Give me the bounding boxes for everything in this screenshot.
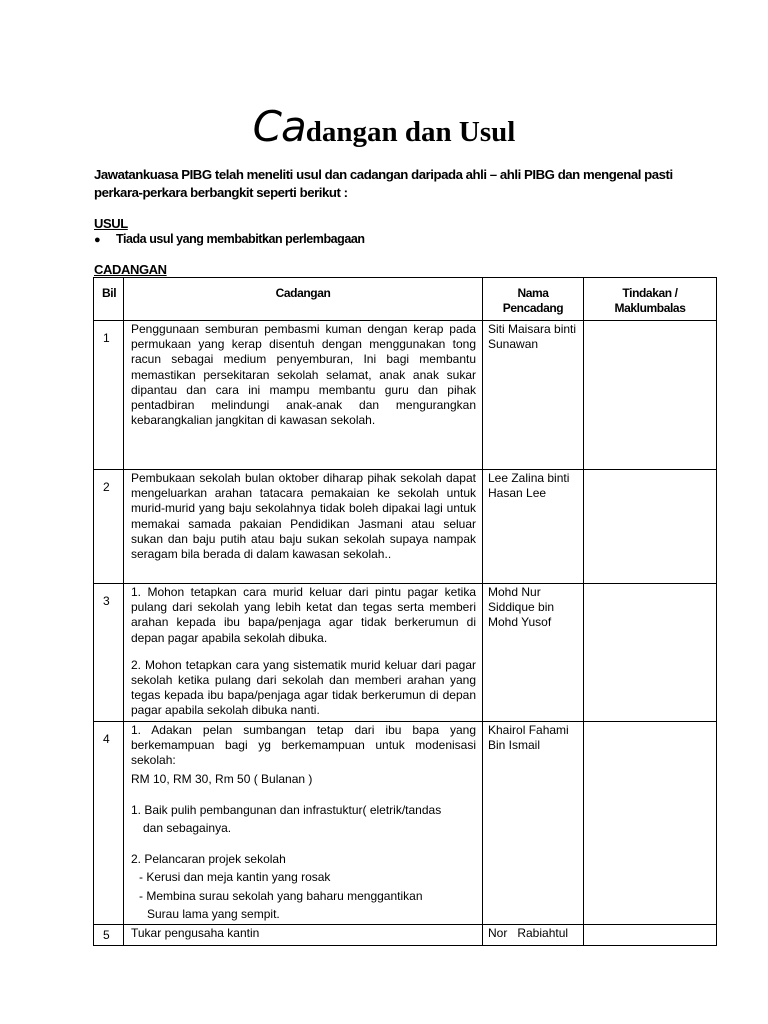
page-title [0, 102, 768, 151]
cadangan-heading: CADANGAN [94, 262, 167, 277]
table-row [94, 722, 717, 925]
header-nama: Nama Pencadang [483, 278, 584, 321]
row-nama: Khairol Fahami Bin Ismail [483, 722, 584, 925]
table-row [94, 470, 717, 584]
table-row [94, 925, 717, 946]
table-row [94, 321, 717, 470]
header-cadangan: Cadangan [124, 278, 483, 321]
row-cadangan: Tukar pengusaha kantin [124, 925, 483, 946]
row-cadangan: Pembukaan sekolah bulan oktober diharap pihak sekolah dapat mengeluarkan arahan tatacara pemakaian ke sekolah untuk murid-murid yang baju sekolahnya tidak boleh dipakai lagi untuk memakai samada pakaian Pendidikan Jasmani atau seluar sukan dan baju putih atau baju sukan sekolah supaya nampak seragam bila berada di dalam kawasan sekolah.. [124, 470, 483, 584]
usul-item [94, 232, 365, 246]
row-tindakan [584, 722, 717, 925]
row-number: 5 [94, 925, 124, 946]
header-tindakan: Tindakan / Maklumbalas [584, 278, 717, 321]
title-first: Ca [252, 102, 306, 151]
header-bil: Bil [94, 278, 124, 321]
row-number: 3 [94, 584, 124, 722]
row-cadangan: 1. Mohon tetapkan cara murid keluar dari pintu pagar ketika pulang dari sekolah yang lebih ketat dan tegas serta memberi arahan kepada ibu bapa/penjaga agar tidak berkerumun di depan pagar apabila sekolah dibuka. 2. Mohon tetapkan cara yang sistematik murid keluar dari pagar sekolah ketika pulang dari sekolah dan memberi arahan yang tegas kepada ibu bapa/penjaga agar tidak berkerumun di depan pagar apabila sekolah dibuka nanti. [124, 584, 483, 722]
usul-item-text: Tiada usul yang membabitkan perlembagaan [116, 232, 365, 246]
row-tindakan [584, 584, 717, 722]
cadangan-table [93, 277, 717, 946]
row-cadangan: Penggunaan semburan pembasmi kuman dengan kerap pada permukaan yang kerap disentuh dengan menggunakan tong racun sebagai medium penyemburan, Ini bagi membantu memastikan persekitaran sekolah selamat, anak anak sukar dipantau dan cara ini mampu membantu guru dan pihak pentadbiran melindungi anak-anak dan mengurangkan kebarangkalian jangkitan di kawasan sekolah. [124, 321, 483, 470]
table-row [94, 584, 717, 722]
row-nama: Mohd Nur Siddique bin Mohd Yusof [483, 584, 584, 722]
row-number: 4 [94, 722, 124, 925]
row-number: 2 [94, 470, 124, 584]
table-header-row [94, 278, 717, 321]
row-tindakan [584, 470, 717, 584]
intro-paragraph: Jawatankuasa PIBG telah meneliti usul dan cadangan daripada ahli – ahli PIBG dan mengenal pasti perkara-perkara berbangkit seperti berikut : [94, 167, 673, 200]
title-rest: dangan dan Usul [305, 116, 516, 148]
row-nama: Lee Zalina binti Hasan Lee [483, 470, 584, 584]
bullet-icon: ● [94, 234, 101, 246]
row-tindakan [584, 925, 717, 946]
row-number: 1 [94, 321, 124, 470]
row-nama: Siti Maisara binti Sunawan [483, 321, 584, 470]
row-nama: Nor Rabiahtul [483, 925, 584, 946]
row-cadangan: 1. Adakan pelan sumbangan tetap dari ibu bapa yang berkemampuan bagi yg berkemampuan untuk modenisasi sekolah: RM 10, RM 30, Rm 50 ( Bulanan ) 1. Baik pulih pembangunan dan infrastuktur( eletrik/tandas dan sebagainya. 2. Pelancaran projek sekolah - Kerusi dan meja kantin yang rosak - Membina surau sekolah yang baharu menggantikan Surau lama yang sempit. [124, 722, 483, 925]
row-tindakan [584, 321, 717, 470]
usul-heading: USUL [94, 216, 128, 231]
